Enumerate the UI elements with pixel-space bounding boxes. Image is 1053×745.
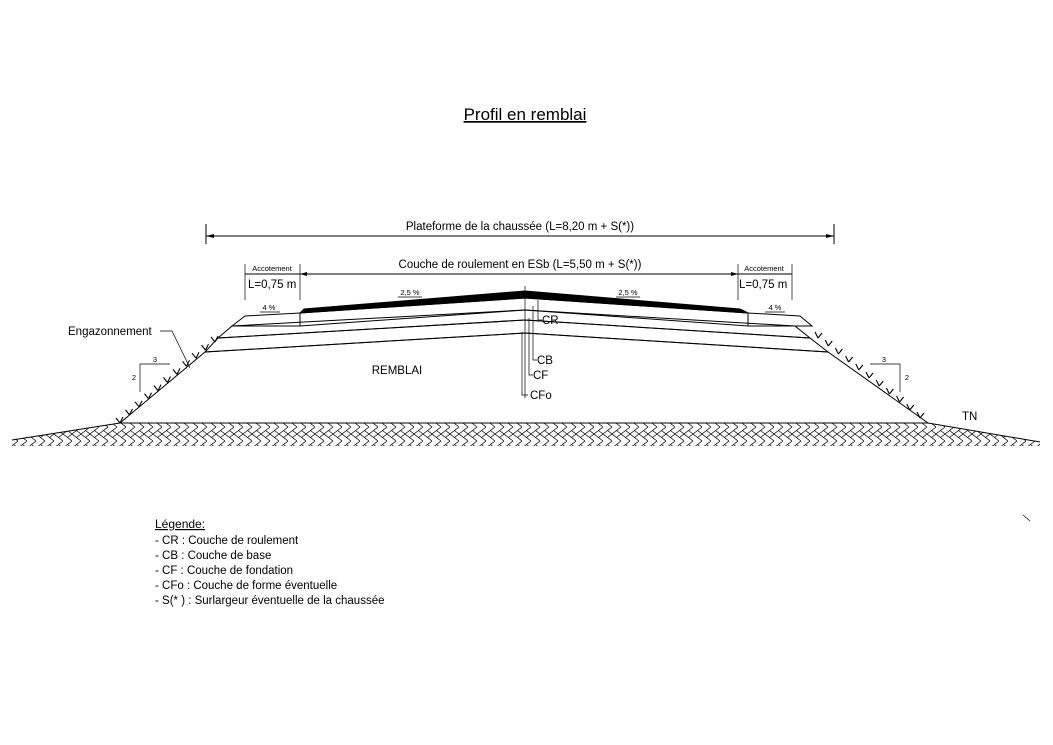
wearing-label: Couche de roulement en ESb (L=5,50 m + S(*)): [398, 259, 642, 271]
right-shoulder-slope: 4 %: [768, 303, 782, 312]
left-shoulder-name: Accotement: [252, 264, 292, 273]
slope-grass-marks: [116, 332, 924, 423]
right-slope-run: 3: [881, 355, 887, 364]
grass-mark: [116, 417, 123, 423]
grass-mark: [825, 340, 832, 346]
engazonnement-leader: [160, 331, 190, 368]
legend-item: - S(* ) : Surlargeur éventuelle de la chaussée: [155, 595, 385, 607]
label-cfo: CFo: [530, 390, 552, 402]
legend-item: - CB : Couche de base: [155, 550, 272, 562]
platform-label: Plateforme de la chaussée (L=8,20 m + S(*)): [405, 221, 635, 233]
drawing-title: Profil en remblai: [463, 105, 587, 124]
left-shoulder-slope: 4 %: [262, 303, 276, 312]
right-crossfall: 2,5 %: [618, 288, 638, 297]
embankment-fill: [120, 333, 928, 423]
left-shoulder-width: L=0,75 m: [248, 279, 297, 291]
right-slope-ratio: [870, 364, 900, 392]
legend-heading: Légende:: [155, 517, 206, 531]
remblai-label: REMBLAI: [371, 365, 423, 377]
grass-mark: [815, 332, 822, 338]
legend-item: - CFo : Couche de forme éventuelle: [155, 580, 338, 592]
grass-mark: [211, 336, 218, 342]
label-cr: CR: [542, 315, 559, 327]
grass-mark: [835, 348, 842, 354]
right-shoulder-name: Accotement: [744, 264, 784, 273]
legend: [155, 517, 384, 607]
grass-mark: [917, 412, 924, 418]
label-cf: CF: [533, 370, 549, 382]
natural-ground: [10, 423, 1045, 466]
engazonnement-label: Engazonnement: [68, 326, 152, 338]
legend-item: - CR : Couche de roulement: [155, 535, 299, 547]
right-slope-rise: 2: [904, 373, 910, 382]
grass-mark: [866, 372, 873, 378]
grass-mark: [846, 356, 853, 362]
legend-item: - CF : Couche de fondation: [155, 565, 294, 577]
stray-mark: [1023, 515, 1030, 521]
grass-mark: [876, 380, 883, 386]
left-slope-run: 3: [152, 355, 158, 364]
grass-mark: [886, 388, 893, 394]
grass-mark: [856, 364, 863, 370]
right-shoulder-width: L=0,75 m: [739, 279, 788, 291]
left-slope-rise: 2: [131, 373, 137, 382]
left-slope-ratio: [140, 364, 170, 392]
left-crossfall: 2,5 %: [400, 288, 420, 297]
label-cb: CB: [537, 355, 553, 367]
layer-cb: [300, 298, 748, 326]
tn-label: TN: [962, 411, 978, 423]
